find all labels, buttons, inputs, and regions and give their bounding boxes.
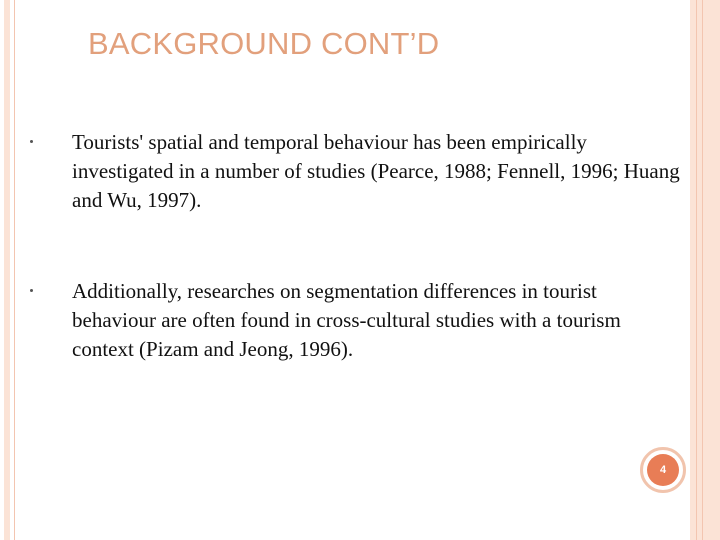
- bullet-dot-icon: [30, 289, 33, 292]
- bullet-text: Tourists' spatial and temporal behaviour has been empirically investigated in a number of studies (Pearce, 1988; Fennell, 1996; Huang and Wu, 1997).: [72, 130, 680, 212]
- left-decorative-border: [0, 0, 15, 540]
- slide-title: BACKGROUND CONT’D: [88, 26, 440, 61]
- page-number: 4: [647, 454, 679, 486]
- bullet-item: [30, 277, 680, 364]
- bullet-item: [30, 128, 680, 215]
- bullet-text: Additionally, researches on segmentation differences in tourist behaviour are often found in cross-cultural studies with a tourism context (Pizam and Jeong, 1996).: [72, 279, 621, 361]
- page-number-badge: [640, 447, 686, 493]
- bullet-dot-icon: [30, 140, 33, 143]
- bullet-list: [30, 128, 680, 364]
- right-decorative-border: [690, 0, 720, 540]
